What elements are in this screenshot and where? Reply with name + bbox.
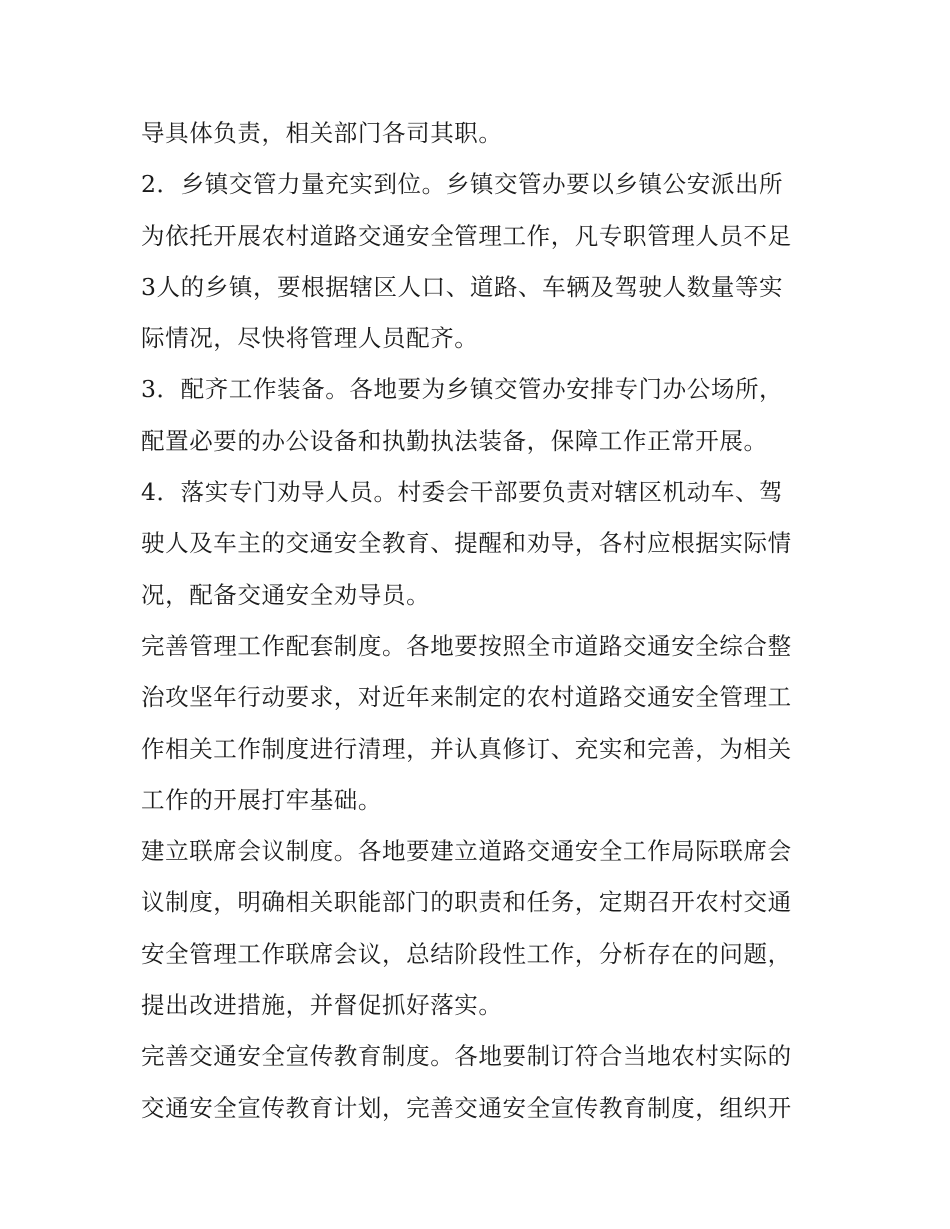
text-line: 3人的乡镇，要根据辖区人口、道路、车辆及驾驶人数量等实: [141, 272, 784, 301]
text-line: 议制度，明确相关职能部门的职责和任务，定期召开农村交通: [141, 888, 792, 917]
text-line: 况，配备交通安全劝导员。: [141, 580, 431, 609]
text-line: 完善管理工作配套制度。各地要按照全市道路交通安全综合整: [141, 631, 792, 660]
text-line: 4．落实专门劝导人员。村委会干部要负责对辖区机动车、驾: [141, 478, 784, 507]
text-line: 完善交通安全宣传教育制度。各地要制订符合当地农村实际的: [141, 1042, 792, 1071]
text-line: 导具体负责，相关部门各司其职。: [141, 119, 503, 147]
text-line: 配置必要的办公设备和执勤执法装备，保障工作正常开展。: [141, 426, 768, 455]
text-line: 交通安全宣传教育计划，完善交通安全宣传教育制度，组织开: [141, 1093, 792, 1122]
text-line: 工作的开展打牢基础。: [141, 785, 382, 814]
text-line: 2．乡镇交管力量充实到位。乡镇交管办要以乡镇公安派出所: [141, 170, 784, 199]
text-line: 为依托开展农村道路交通安全管理工作，凡专职管理人员不足: [141, 221, 792, 250]
text-line: 3．配齐工作装备。各地要为乡镇交管办安排专门办公场所，: [141, 375, 784, 404]
text-line: 治攻坚年行动要求，对近年来制定的农村道路交通安全管理工: [141, 683, 792, 712]
text-line: 驶人及车主的交通安全教育、提醒和劝导，各村应根据实际情: [141, 529, 792, 558]
document-body: [141, 108, 813, 1134]
text-line: 安全管理工作联席会议，总结阶段性工作，分析存在的问题，: [141, 939, 792, 968]
text-line: 作相关工作制度进行清理，并认真修订、充实和完善，为相关: [141, 734, 792, 763]
text-line: 际情况，尽快将管理人员配齐。: [141, 324, 479, 353]
text-line: 建立联席会议制度。各地要建立道路交通安全工作局际联席会: [141, 837, 792, 866]
text-line: 提出改进措施，并督促抓好落实。: [141, 991, 503, 1020]
